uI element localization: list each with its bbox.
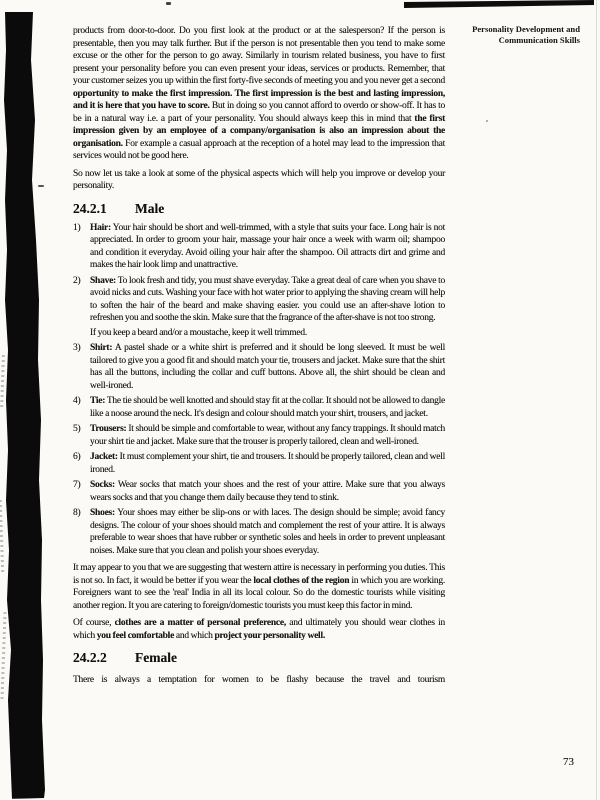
scan-artifact-speck [486,120,488,122]
closing-p2-bold-preference: clothes are a matter of personal preference, [114,618,286,628]
page-number: 73 [563,756,574,768]
item-body [90,479,445,504]
closing-p2-text: and ultimately you should wear clothes in which [73,618,445,641]
list-item-tie [73,395,445,420]
item-text [90,507,445,557]
item-text-content: A pastel shade or a white shirt is preferred and it should be long sleeved. It must be well tailored to give you a good fit and should match your tie, trousers and jacket. Make sure that the shirt has all the buttons, including the collar and cuff buttons. Above all, the shirt should be clean and well-ironed. [90,343,445,391]
item-text-content: Your hair should be short and well-trimmed, with a style that suits your face. Long hair is not appreciated. In order to groom your hair, massage your hair once a week with warm oil; shampoo and condition it everyday. Avoid oiling your hair after the shampoo. Oil attracts dirt and grime and makes the hair look limp and unattractive. [90,222,445,270]
closing-p1-text: It may appear to you that we are suggesting that western attire is necessary in performing you duties. This is not so. In fact, it would be better if you wear the [73,563,445,586]
item-label: Tie: [90,396,106,406]
item-body [90,451,445,476]
item-label: Shave: [90,275,116,286]
item-number: 8) [73,508,81,518]
scan-artifact-scribble [0,612,6,700]
item-number: 3) [73,343,81,353]
scan-artifact-speck [38,185,44,187]
main-text-column [73,25,445,687]
item-note-beard: If you keep a beard and/or a moustache, keep it well trimmed. [90,327,308,338]
closing-paragraph-preference [73,617,445,642]
item-text-content: Wear socks that match your shoes and the rest of your attire. Make sure that you always wears socks and that you change them daily because they tend to stink. [90,480,445,503]
item-label: Hair: [90,222,111,233]
male-grooming-list [73,222,445,558]
item-text [90,275,445,325]
section-heading-female [73,650,445,666]
section-title: Male [135,200,165,216]
item-text [90,395,445,420]
section-heading-male [73,201,445,217]
scan-artifact-scribble [0,355,5,410]
item-label: Trousers: [90,424,127,434]
closing-p2-bold-personality: project your personality well. [214,630,325,641]
section-number: 24.2.2 [73,650,107,665]
item-label: Jacket: [90,452,118,462]
scan-artifact-page-edge [596,0,597,800]
item-body [90,423,445,448]
closing-p1-bold-local-clothes: local clothes of the region [253,575,350,586]
intro-p1-bold-organisation: the first impression given by an employee of a company/organisation is also an impression about the organisation. [73,113,445,149]
scan-artifact-top-bar [404,0,594,8]
intro-p1-text: But in doing so you cannot afford to overdo or show-off. It has to be in a natural way i.e. a part of your personality. You should always keep this in mind that [73,101,445,124]
item-body [90,342,445,392]
running-header-line1: Personality Development and [472,24,580,34]
item-label: Shirt: [90,343,113,353]
closing-p2-bold-comfortable: you feel comfortable [96,630,175,641]
item-number: 5) [73,424,81,434]
intro-p1-text: products from door-to-door. Do you first look at the product or at the salesperson? If the person is presentable, then you may talk further. But if the person is not presentable then you tend to make some excuse or the other for the person to go away. Similarly in tourism related business, you have to first present your personality before you can even present your ideas, services or products. Remember, that your customer seizes you up within the first forty-five seconds of meeting you and you never get a second [73,26,445,86]
item-number: 4) [73,396,81,406]
item-number: 7) [73,480,81,490]
running-header [440,24,580,46]
item-label: Socks: [90,480,115,490]
item-body [90,395,445,420]
list-item-trousers [73,423,445,448]
item-number: 6) [73,452,81,462]
intro-p1-bold-first-impression: opportunity to make the first impression. The first impression is the best and lasting impression, and it is here that you have to score. [73,88,445,111]
item-text-content: The tie should be well knotted and should stay fit at the collar. It should not be allowed to dangle like a noose around the neck. It's design and colour should match your shirt, trousers, and jacket. [90,396,445,419]
intro-paragraph-2: So now let us take a look at some of the physical aspects which will help you improve or develop your personality. [73,168,445,191]
list-item-shirt [73,342,445,392]
list-item-socks [73,479,445,504]
list-item-shoes [73,507,445,557]
item-text [90,342,445,392]
intro-paragraph-1 [73,25,445,163]
item-text [90,423,445,448]
closing-paragraph-attire [73,562,445,612]
item-text [90,479,445,504]
item-text-content: It must complement your shirt, tie and trousers. It should be properly tailored, clean and well ironed. [90,452,446,475]
item-text [90,222,445,272]
list-item-hair [73,222,445,272]
section-title: Female [135,650,177,665]
item-text-content: To look fresh and tidy, you must shave everyday. Take a great deal of care when you shave to avoid nicks and cuts. Washing your face with hot water prior to applying the shaving cream will help to soften the hair of the beard and make shaving easier. you could use an after-shave lotion to refreshen you and soothe the skin. Make sure that the fragrance of the after-shave is not too strong. [90,275,445,323]
item-label: Shoes: [90,508,115,518]
running-header-line2: Communication Skills [498,35,580,45]
scan-artifact-speck [166,2,171,5]
intro-p1-text: For example a casual approach at the reception of a hotel may lead to the impression that services would not be good here. [73,138,445,161]
item-number: 1) [73,222,81,233]
item-body [90,275,445,340]
scan-artifact-left-band [0,10,50,799]
scan-artifact-scribble [0,500,4,575]
list-item-shave [73,275,445,340]
item-text [90,451,445,476]
closing-p2-text: and which [174,630,215,641]
item-body [90,507,445,557]
item-text-content: Your shoes may either be slip-ons or with laces. The design should be simple; avoid fancy designs. The colour of your shoes should match and complement the rest of your attire. It is always preferable to wear shoes that have rubber or synthetic soles and heels in order to prevent unpleasant noises. Make sure that you clean and polish your shoes everyday. [90,508,445,556]
closing-p1-text: in which you are working. Foreigners want to see the 'real' India in all its local colour. So do the domestic tourists while visiting another region. It you are catering to foreign/domestic tourists you must keep this factor in mind. [73,575,445,611]
list-item-jacket [73,451,445,476]
item-text-content: It should be simple and comfortable to wear, without any fancy trappings. It should match your shirt tie and jacket. Make sure that the trouser is properly tailored, clean and well-ironed. [90,424,445,447]
female-intro-paragraph: There is always a temptation for women to be flashy because the travel and tourism [73,675,445,685]
item-body [90,222,445,272]
closing-p2-text: Of course, [73,618,115,628]
item-number: 2) [73,275,81,286]
section-number: 24.2.1 [73,200,107,216]
